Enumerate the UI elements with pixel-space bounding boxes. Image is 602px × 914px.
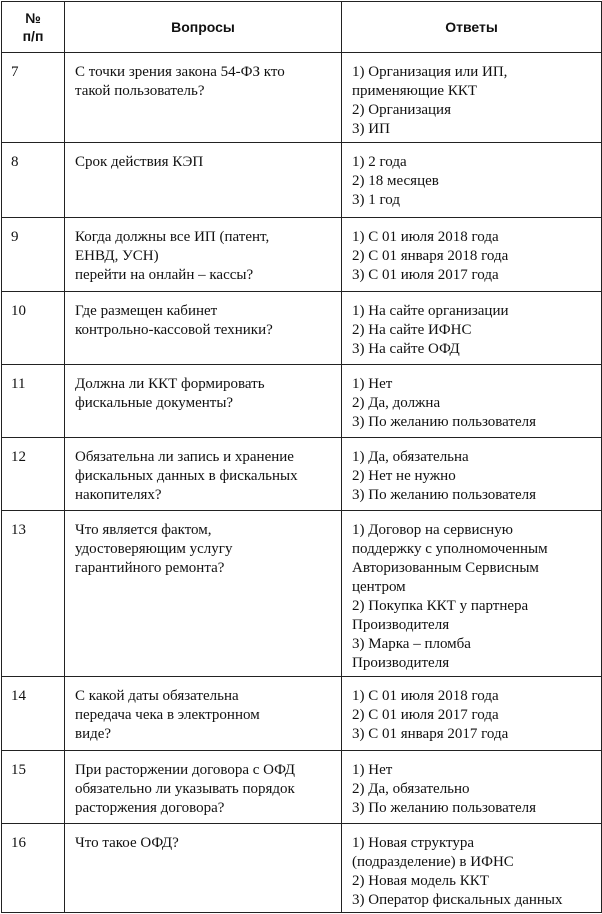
row-number: 10 <box>2 291 65 364</box>
table-row <box>2 143 602 217</box>
question-text-line: расторжения договора? <box>75 800 225 817</box>
answers-cell <box>342 217 602 291</box>
question-cell <box>65 677 342 751</box>
header-number-line2: п/п <box>22 28 44 44</box>
table-row <box>2 677 602 751</box>
row-number: 11 <box>2 365 65 438</box>
answer-option-line: 2) На сайте ИФНС <box>352 321 472 338</box>
answer-option-line: 3) С 01 января 2017 года <box>352 726 509 743</box>
answer-option-line: поддержку с уполномоченным <box>352 540 548 557</box>
question-cell <box>65 365 342 438</box>
question-cell <box>65 53 342 143</box>
answer-option-line: 1) Нет <box>352 376 393 393</box>
row-number: 15 <box>2 751 65 823</box>
header-number <box>2 2 65 53</box>
answer-option-line: 3) С 01 июля 2017 года <box>352 266 499 283</box>
answer-option-line: 2) Нет не нужно <box>352 468 456 485</box>
answer-option-line: Производителя <box>352 616 450 633</box>
answer-option-line: 3) По желанию пользователя <box>352 487 537 504</box>
question-cell <box>65 143 342 217</box>
table-row <box>2 217 602 291</box>
question-cell <box>65 217 342 291</box>
row-number: 13 <box>2 510 65 677</box>
question-cell <box>65 751 342 823</box>
row-number: 16 <box>2 823 65 912</box>
question-text-line: фискальных данных в фискальных <box>75 468 298 485</box>
answer-option-line: 1) Новая структура <box>352 834 475 851</box>
answer-option-line: 1) 2 года <box>352 154 407 171</box>
answer-option-line: 2) Да, должна <box>352 395 441 412</box>
answer-option-line: 2) Новая модель ККТ <box>352 872 489 889</box>
question-text-line: Обязательна ли запись и хранение <box>75 449 294 466</box>
questions-table <box>1 1 602 913</box>
answer-option-line: 2) Организация <box>352 102 451 118</box>
question-text-line: ЕНВД, УСН) <box>75 247 159 264</box>
answers-cell <box>342 143 602 217</box>
answer-option-line: центром <box>352 578 406 595</box>
question-text-line: фискальные документы? <box>75 395 234 412</box>
question-text-line: Что такое ОФД? <box>75 834 179 851</box>
answers-cell <box>342 291 602 364</box>
answers-cell <box>342 823 602 912</box>
answer-option-line: (подразделение) в ИФНС <box>352 853 514 870</box>
question-text-line: С точки зрения закона 54-ФЗ кто <box>75 64 285 80</box>
header-answers: Ответы <box>342 2 602 53</box>
answer-option-line: 1) На сайте организации <box>352 302 509 319</box>
question-text-line: При расторжении договора с ОФД <box>75 762 295 779</box>
answer-option-line: 1) Нет <box>352 762 393 779</box>
question-text-line: Должна ли ККТ формировать <box>75 376 265 393</box>
answer-option-line: 1) С 01 июля 2018 года <box>352 688 499 705</box>
answer-option-line: применяющие ККТ <box>352 83 477 99</box>
answer-option-line: 1) Да, обязательна <box>352 449 469 466</box>
question-text-line: перейти на онлайн – кассы? <box>75 266 254 283</box>
answers-cell <box>342 365 602 438</box>
answer-option-line: 2) Да, обязательно <box>352 781 470 798</box>
answer-option-line: 3) По желанию пользователя <box>352 414 537 431</box>
row-number: 7 <box>2 53 65 143</box>
table-row <box>2 438 602 510</box>
question-cell <box>65 510 342 677</box>
answer-option-line: 3) Марка – пломба <box>352 635 471 652</box>
question-text-line: контрольно-кассовой техники? <box>75 321 273 338</box>
answer-option-line: 1) Организация или ИП, <box>352 64 508 80</box>
table-row <box>2 510 602 677</box>
question-text-line: такой пользователь? <box>75 83 205 99</box>
question-cell <box>65 823 342 912</box>
answers-cell <box>342 751 602 823</box>
question-text-line: Срок действия КЭП <box>75 154 204 171</box>
answer-option-line: 2) Покупка ККТ у партнера <box>352 597 529 614</box>
answers-cell <box>342 53 602 143</box>
answer-option-line: 3) На сайте ОФД <box>352 340 460 357</box>
question-text-line: С какой даты обязательна <box>75 688 239 705</box>
header-number-line1: № <box>25 10 41 26</box>
table-row <box>2 53 602 143</box>
answer-option-line: 1) Договор на сервисную <box>352 521 513 538</box>
question-text-line: Что является фактом, <box>75 521 212 538</box>
header-questions: Вопросы <box>65 2 342 53</box>
answer-option-line: 2) С 01 января 2018 года <box>352 247 509 264</box>
row-number: 9 <box>2 217 65 291</box>
question-text-line: Когда должны все ИП (патент, <box>75 228 270 245</box>
question-text-line: накопителях? <box>75 487 162 504</box>
row-number: 8 <box>2 143 65 217</box>
answer-option-line: 3) По желанию пользователя <box>352 800 537 817</box>
table-row <box>2 751 602 823</box>
table-row <box>2 823 602 912</box>
answer-option-line: 2) 18 месяцев <box>352 173 439 190</box>
answer-option-line: 3) ИП <box>352 121 390 137</box>
question-text-line: виде? <box>75 726 112 743</box>
question-text-line: Где размещен кабинет <box>75 302 218 319</box>
row-number: 12 <box>2 438 65 510</box>
answer-option-line: 2) С 01 июля 2017 года <box>352 707 499 724</box>
row-number: 14 <box>2 677 65 751</box>
question-text-line: обязательно ли указывать порядок <box>75 781 295 798</box>
answer-option-line: 3) Оператор фискальных данных <box>352 891 563 908</box>
question-text-line: гарантийного ремонта? <box>75 559 225 576</box>
question-text-line: передача чека в электронном <box>75 707 260 724</box>
answer-option-line: 3) 1 год <box>352 192 400 209</box>
question-cell <box>65 438 342 510</box>
answers-cell <box>342 438 602 510</box>
table-row <box>2 365 602 438</box>
question-text-line: удостоверяющим услугу <box>75 540 233 557</box>
table-header-row <box>2 2 602 53</box>
table-row <box>2 291 602 364</box>
question-cell <box>65 291 342 364</box>
answers-cell <box>342 677 602 751</box>
answers-cell <box>342 510 602 677</box>
answer-option-line: 1) С 01 июля 2018 года <box>352 228 499 245</box>
answer-option-line: Авторизованным Сервисным <box>352 559 539 576</box>
answer-option-line: Производителя <box>352 654 450 671</box>
